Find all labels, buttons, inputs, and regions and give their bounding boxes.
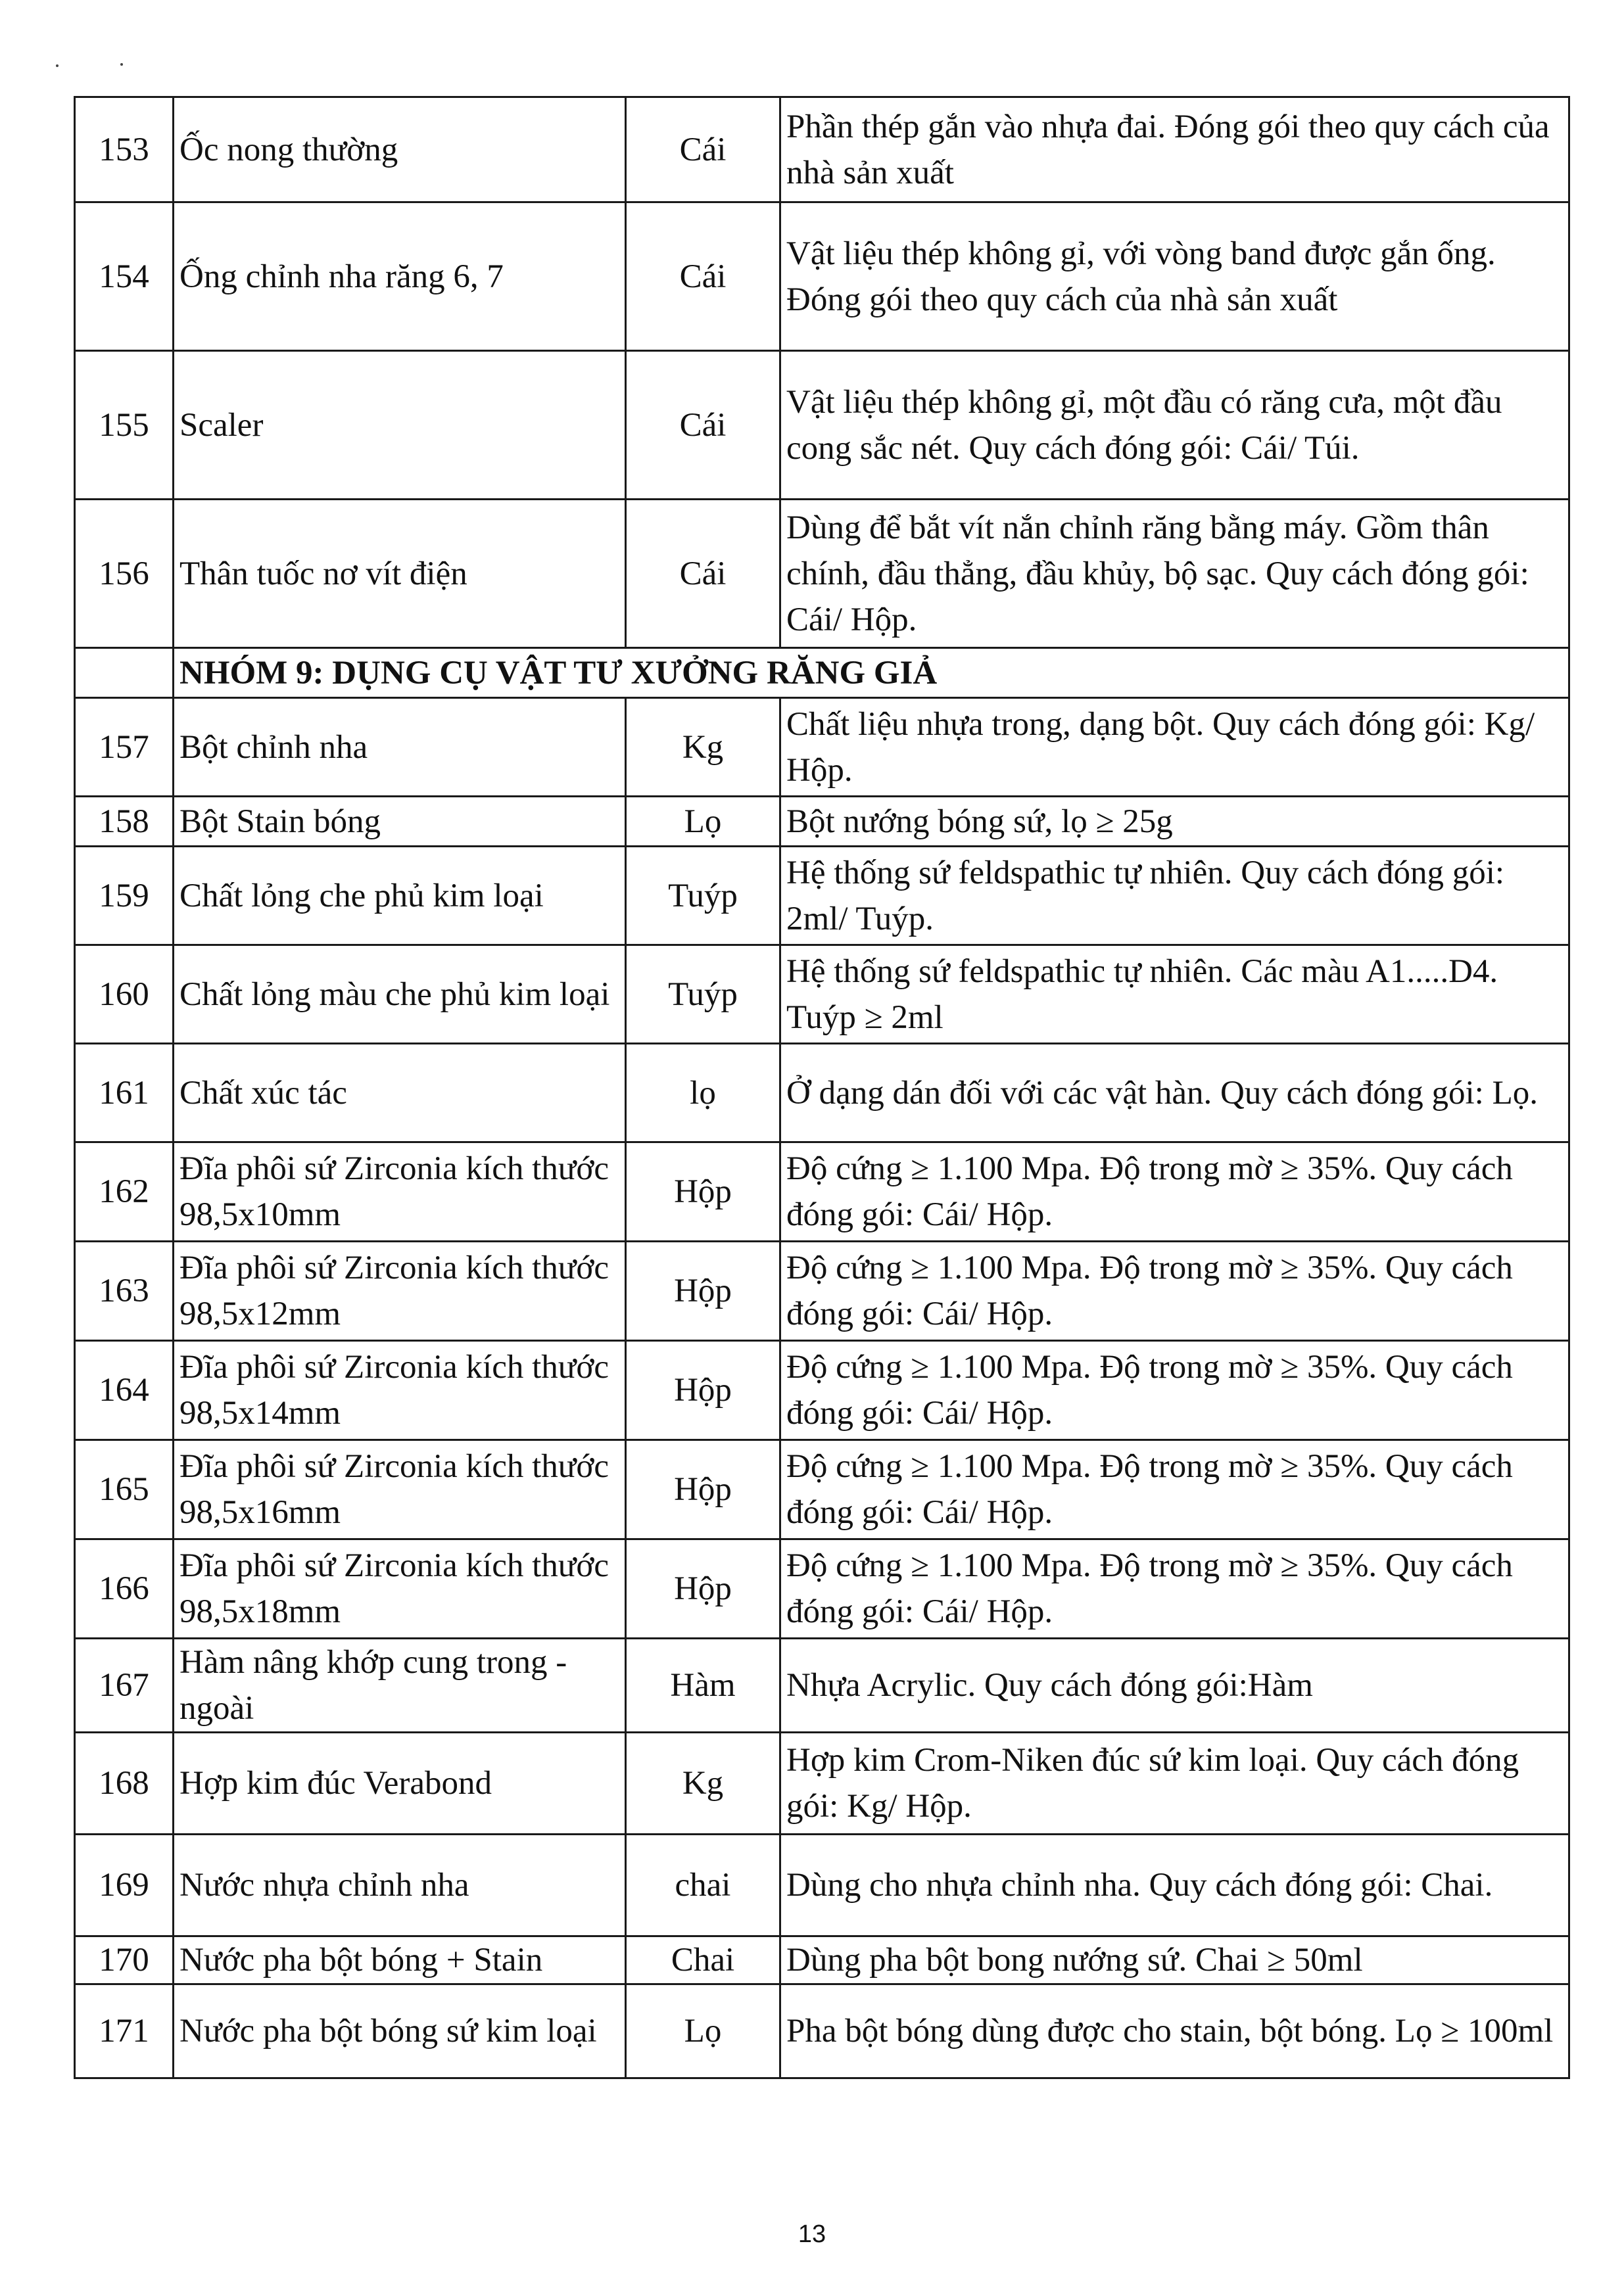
item-name: Đĩa phôi sứ Zirconia kích thước 98,5x14mm xyxy=(174,1341,626,1440)
supply-table-body xyxy=(75,97,1569,2078)
row-number: 171 xyxy=(75,1984,174,2078)
item-name: Nước pha bột bóng sứ kim loại xyxy=(174,1984,626,2078)
row-number: 155 xyxy=(75,351,174,500)
group-header-label: NHÓM 9: DỤNG CỤ VẬT TƯ XƯỞNG RĂNG GIẢ xyxy=(174,648,1569,698)
item-description: Vật liệu thép không gỉ, một đầu có răng cưa, một đầu cong sắc nét. Quy cách đóng gói: Cái/ Túi. xyxy=(780,351,1569,500)
row-number: 165 xyxy=(75,1440,174,1539)
table-row xyxy=(75,1242,1569,1341)
item-description: Độ cứng ≥ 1.100 Mpa. Độ trong mờ ≥ 35%. Quy cách đóng gói: Cái/ Hộp. xyxy=(780,1440,1569,1539)
item-unit: Lọ xyxy=(626,1984,780,2078)
row-number: 166 xyxy=(75,1539,174,1639)
item-name: Đĩa phôi sứ Zirconia kích thước 98,5x18mm xyxy=(174,1539,626,1639)
row-number: 169 xyxy=(75,1835,174,1936)
group-header-row xyxy=(75,648,1569,698)
item-unit: chai xyxy=(626,1835,780,1936)
item-name: Nước pha bột bóng + Stain xyxy=(174,1936,626,1984)
table-row xyxy=(75,1142,1569,1242)
item-name: Chất lỏng màu che phủ kim loại xyxy=(174,945,626,1044)
item-description: Phần thép gắn vào nhựa đai. Đóng gói theo quy cách của nhà sản xuất xyxy=(780,97,1569,202)
row-number: 167 xyxy=(75,1639,174,1733)
item-unit: Kg xyxy=(626,1733,780,1835)
item-unit: Cái xyxy=(626,351,780,500)
item-name: Chất lỏng che phủ kim loại xyxy=(174,847,626,945)
table-row xyxy=(75,1044,1569,1142)
table-row xyxy=(75,202,1569,351)
item-unit: Cái xyxy=(626,500,780,648)
item-unit: Cái xyxy=(626,202,780,351)
table-row xyxy=(75,1341,1569,1440)
row-number: 158 xyxy=(75,797,174,847)
table-row xyxy=(75,351,1569,500)
table-row xyxy=(75,1440,1569,1539)
item-description: Độ cứng ≥ 1.100 Mpa. Độ trong mờ ≥ 35%. Quy cách đóng gói: Cái/ Hộp. xyxy=(780,1539,1569,1639)
row-number: 160 xyxy=(75,945,174,1044)
table-row xyxy=(75,1539,1569,1639)
item-name: Ống chỉnh nha răng 6, 7 xyxy=(174,202,626,351)
item-unit: lọ xyxy=(626,1044,780,1142)
item-description: Hệ thống sứ feldspathic tự nhiên. Quy cách đóng gói: 2ml/ Tuýp. xyxy=(780,847,1569,945)
item-unit: Hàm xyxy=(626,1639,780,1733)
item-name: Đĩa phôi sứ Zirconia kích thước 98,5x16mm xyxy=(174,1440,626,1539)
item-unit: Chai xyxy=(626,1936,780,1984)
item-name: Bột Stain bóng xyxy=(174,797,626,847)
table-row xyxy=(75,847,1569,945)
item-name: Thân tuốc nơ vít điện xyxy=(174,500,626,648)
table-row xyxy=(75,945,1569,1044)
row-number: 163 xyxy=(75,1242,174,1341)
item-unit: Lọ xyxy=(626,797,780,847)
item-description: Bột nướng bóng sứ, lọ ≥ 25g xyxy=(780,797,1569,847)
item-name: Nước nhựa chỉnh nha xyxy=(174,1835,626,1936)
table-row xyxy=(75,1733,1569,1835)
item-name: Bột chỉnh nha xyxy=(174,698,626,797)
item-description: Độ cứng ≥ 1.100 Mpa. Độ trong mờ ≥ 35%. Quy cách đóng gói: Cái/ Hộp. xyxy=(780,1242,1569,1341)
row-number: 159 xyxy=(75,847,174,945)
item-name: Đĩa phôi sứ Zirconia kích thước 98,5x12mm xyxy=(174,1242,626,1341)
row-number: 156 xyxy=(75,500,174,648)
table-row xyxy=(75,1639,1569,1733)
item-description: Độ cứng ≥ 1.100 Mpa. Độ trong mờ ≥ 35%. Quy cách đóng gói: Cái/ Hộp. xyxy=(780,1341,1569,1440)
item-unit: Hộp xyxy=(626,1539,780,1639)
item-unit: Hộp xyxy=(626,1440,780,1539)
item-name: Scaler xyxy=(174,351,626,500)
row-number: 170 xyxy=(75,1936,174,1984)
item-name: Hợp kim đúc Verabond xyxy=(174,1733,626,1835)
item-description: Hệ thống sứ feldspathic tự nhiên. Các màu A1.....D4. Tuýp ≥ 2ml xyxy=(780,945,1569,1044)
item-name: Chất xúc tác xyxy=(174,1044,626,1142)
item-unit: Cái xyxy=(626,97,780,202)
table-row xyxy=(75,1936,1569,1984)
item-description: Ở dạng dán đối với các vật hàn. Quy cách đóng gói: Lọ. xyxy=(780,1044,1569,1142)
item-description: Vật liệu thép không gỉ, với vòng band được gắn ống. Đóng gói theo quy cách của nhà sản xuất xyxy=(780,202,1569,351)
item-unit: Tuýp xyxy=(626,945,780,1044)
row-number: 162 xyxy=(75,1142,174,1242)
item-description: Nhựa Acrylic. Quy cách đóng gói:Hàm xyxy=(780,1639,1569,1733)
item-unit: Hộp xyxy=(626,1341,780,1440)
page-number: 13 xyxy=(798,2220,826,2248)
row-number: 154 xyxy=(75,202,174,351)
item-name: Hàm nâng khớp cung trong - ngoài xyxy=(174,1639,626,1733)
row-number: 164 xyxy=(75,1341,174,1440)
item-unit: Tuýp xyxy=(626,847,780,945)
item-description: Độ cứng ≥ 1.100 Mpa. Độ trong mờ ≥ 35%. Quy cách đóng gói: Cái/ Hộp. xyxy=(780,1142,1569,1242)
item-description: Pha bột bóng dùng được cho stain, bột bóng. Lọ ≥ 100ml xyxy=(780,1984,1569,2078)
row-number: 161 xyxy=(75,1044,174,1142)
item-description: Dùng để bắt vít nắn chỉnh răng bằng máy. Gồm thân chính, đầu thẳng, đầu khủy, bộ sạc. Quy cách đóng gói: Cái/ Hộp. xyxy=(780,500,1569,648)
item-description: Dùng cho nhựa chỉnh nha. Quy cách đóng gói: Chai. xyxy=(780,1835,1569,1936)
table-row xyxy=(75,1835,1569,1936)
row-number: 168 xyxy=(75,1733,174,1835)
row-number: 157 xyxy=(75,698,174,797)
table-row xyxy=(75,97,1569,202)
item-name: Đĩa phôi sứ Zirconia kích thước 98,5x10mm xyxy=(174,1142,626,1242)
supply-table xyxy=(74,96,1570,2079)
item-description: Chất liệu nhựa trong, dạng bột. Quy cách đóng gói: Kg/ Hộp. xyxy=(780,698,1569,797)
table-row xyxy=(75,1984,1569,2078)
item-unit: Hộp xyxy=(626,1142,780,1242)
table-row xyxy=(75,797,1569,847)
item-name: Ốc nong thường xyxy=(174,97,626,202)
table-row xyxy=(75,698,1569,797)
item-unit: Hộp xyxy=(626,1242,780,1341)
table-row xyxy=(75,500,1569,648)
item-description: Hợp kim Crom-Niken đúc sứ kim loại. Quy cách đóng gói: Kg/ Hộp. xyxy=(780,1733,1569,1835)
row-number: 153 xyxy=(75,97,174,202)
item-description: Dùng pha bột bong nướng sứ. Chai ≥ 50ml xyxy=(780,1936,1569,1984)
item-unit: Kg xyxy=(626,698,780,797)
group-header-spacer xyxy=(75,648,174,698)
